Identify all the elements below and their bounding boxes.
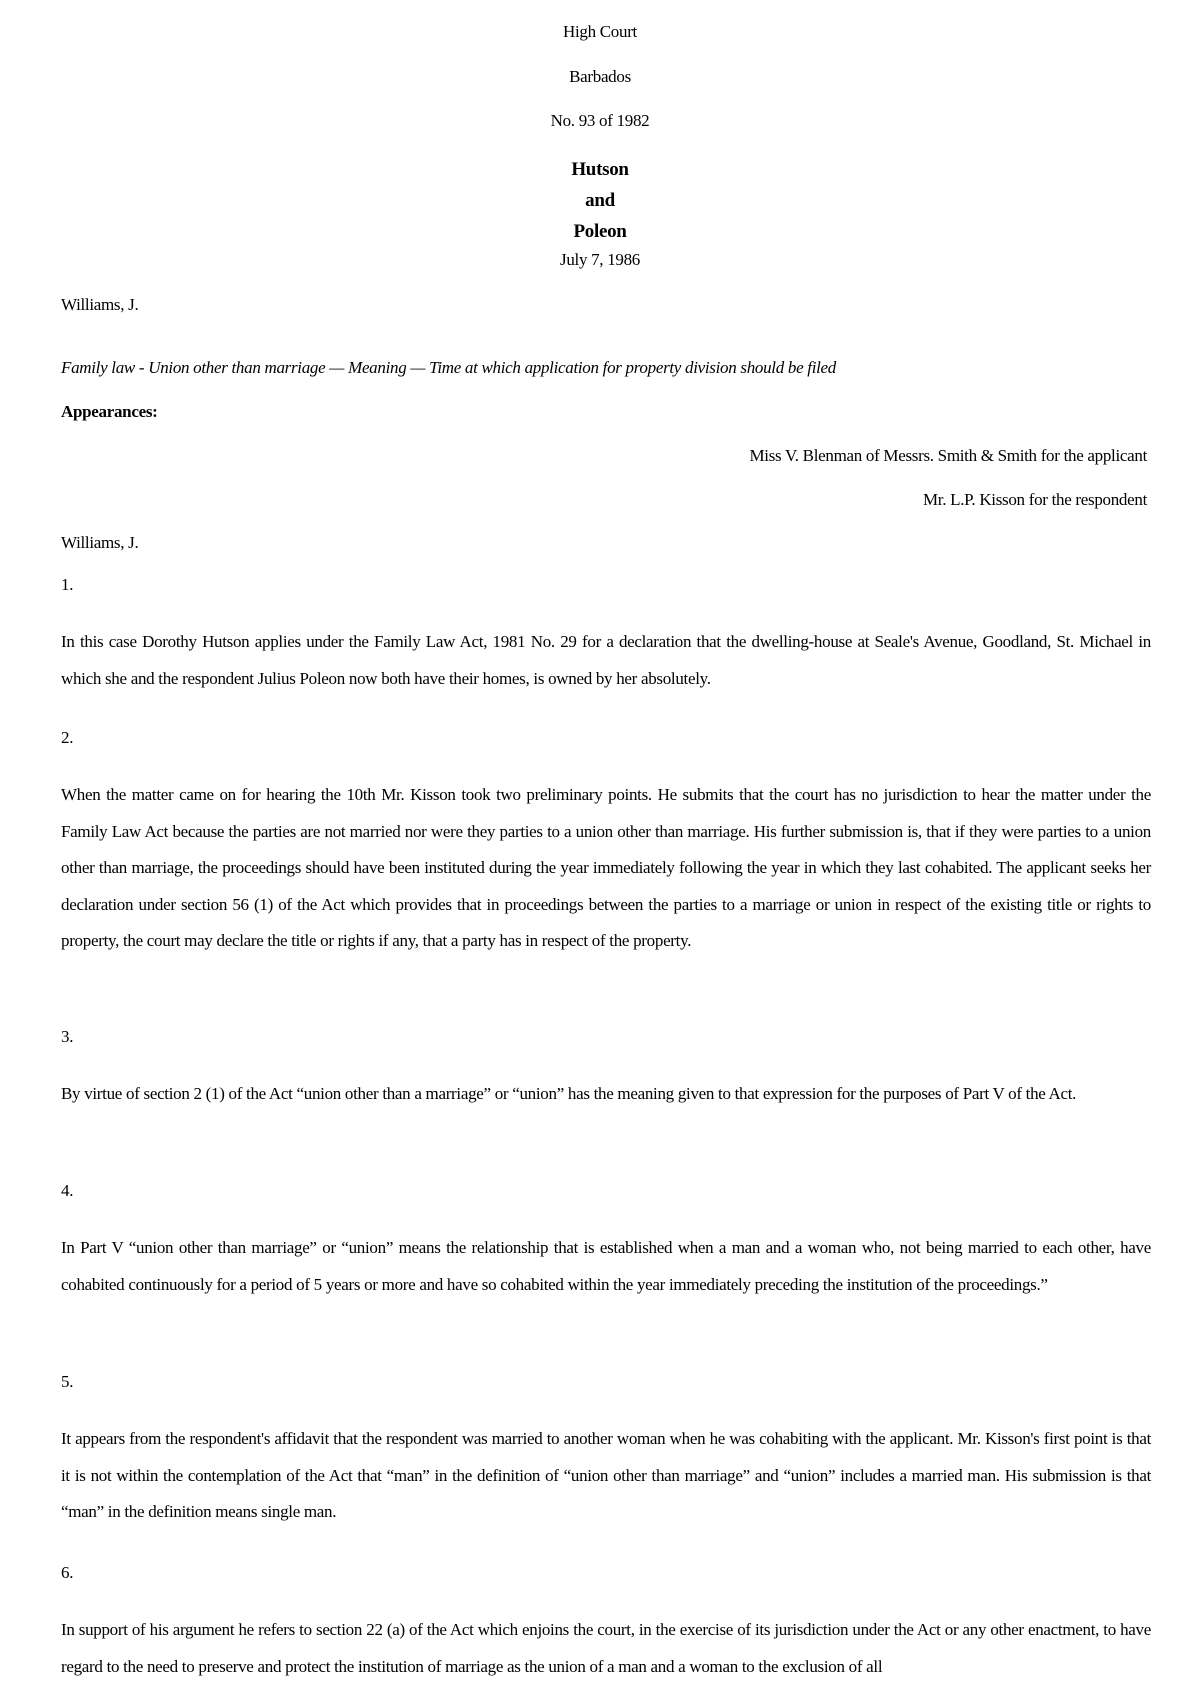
paragraph-number: 5. <box>61 1372 74 1391</box>
catchwords: Family law - Union other than marriage — Meaning — Time at which application for property division should be filed <box>61 358 836 377</box>
paragraph-number: 4. <box>61 1181 74 1200</box>
party-conjunction: and <box>585 190 615 211</box>
court-name: High Court <box>563 22 637 41</box>
judgment-date: July 7, 1986 <box>560 250 640 269</box>
country-name: Barbados <box>569 67 631 86</box>
applicant-counsel: Miss V. Blenman of Messrs. Smith & Smith for the applicant <box>749 446 1147 465</box>
paragraph-number: 2. <box>61 728 74 747</box>
party-one: Hutson <box>571 159 629 180</box>
paragraph-text: It appears from the respondent's affidavit that the respondent was married to another woman when he was cohabiting with the applicant. Mr. Kisson's first point is that it is not within the contemplation of the Act that “man” in the definition of “union other than marriage” and “union” includes a married man. His submission is that “man” in the definition means single man. <box>61 1429 1151 1521</box>
paragraph-number: 6. <box>61 1563 74 1582</box>
paragraph-text: By virtue of section 2 (1) of the Act “union other than a marriage” or “union” has the meaning given to that expression for the purposes of Part V of the Act. <box>61 1084 1077 1103</box>
appearances-label: Appearances: <box>61 402 158 421</box>
party-two: Poleon <box>573 221 627 242</box>
judge-name: Williams, J. <box>61 295 139 314</box>
paragraph-text: In support of his argument he refers to section 22 (a) of the Act which enjoins the court, in the exercise of its jurisdiction under the Act or any other enactment, to have regard to the need to preserve and protect the institution of marriage as the union of a man and a woman to the exclusion of all <box>61 1620 1151 1676</box>
judge-name-repeat: Williams, J. <box>61 533 139 552</box>
paragraph-text: In Part V “union other than marriage” or “union” means the relationship that is established when a man and a woman who, not being married to each other, have cohabited continuously for a period of 5 years or more and have so cohabited within the year immediately preceding the institution of the proceedings.” <box>61 1238 1151 1294</box>
paragraph-text: When the matter came on for hearing the 10th Mr. Kisson took two preliminary points. He submits that the court has no jurisdiction to hear the matter under the Family Law Act because the parties are not married nor were they parties to a union other than marriage. His further submission is, that if they were parties to a union other than marriage, the proceedings should have been instituted during the year immediately following the year in which they last cohabited. The applicant seeks her declaration under section 56 (1) of the Act which provides that in proceedings between the parties to a marriage or union in respect of the existing title or rights to property, the court may declare the title or rights if any, that a party has in respect of the property. <box>61 785 1151 950</box>
paragraph-text: In this case Dorothy Hutson applies under the Family Law Act, 1981 No. 29 for a declaration that the dwelling-house at Seale's Avenue, Goodland, St. Michael in which she and the respondent Julius Poleon now both have their homes, is owned by her absolutely. <box>61 632 1151 688</box>
respondent-counsel: Mr. L.P. Kisson for the respondent <box>922 490 1147 509</box>
case-number: No. 93 of 1982 <box>550 111 650 130</box>
paragraph-number: 3. <box>61 1027 74 1046</box>
paragraph-number: 1. <box>61 575 74 594</box>
